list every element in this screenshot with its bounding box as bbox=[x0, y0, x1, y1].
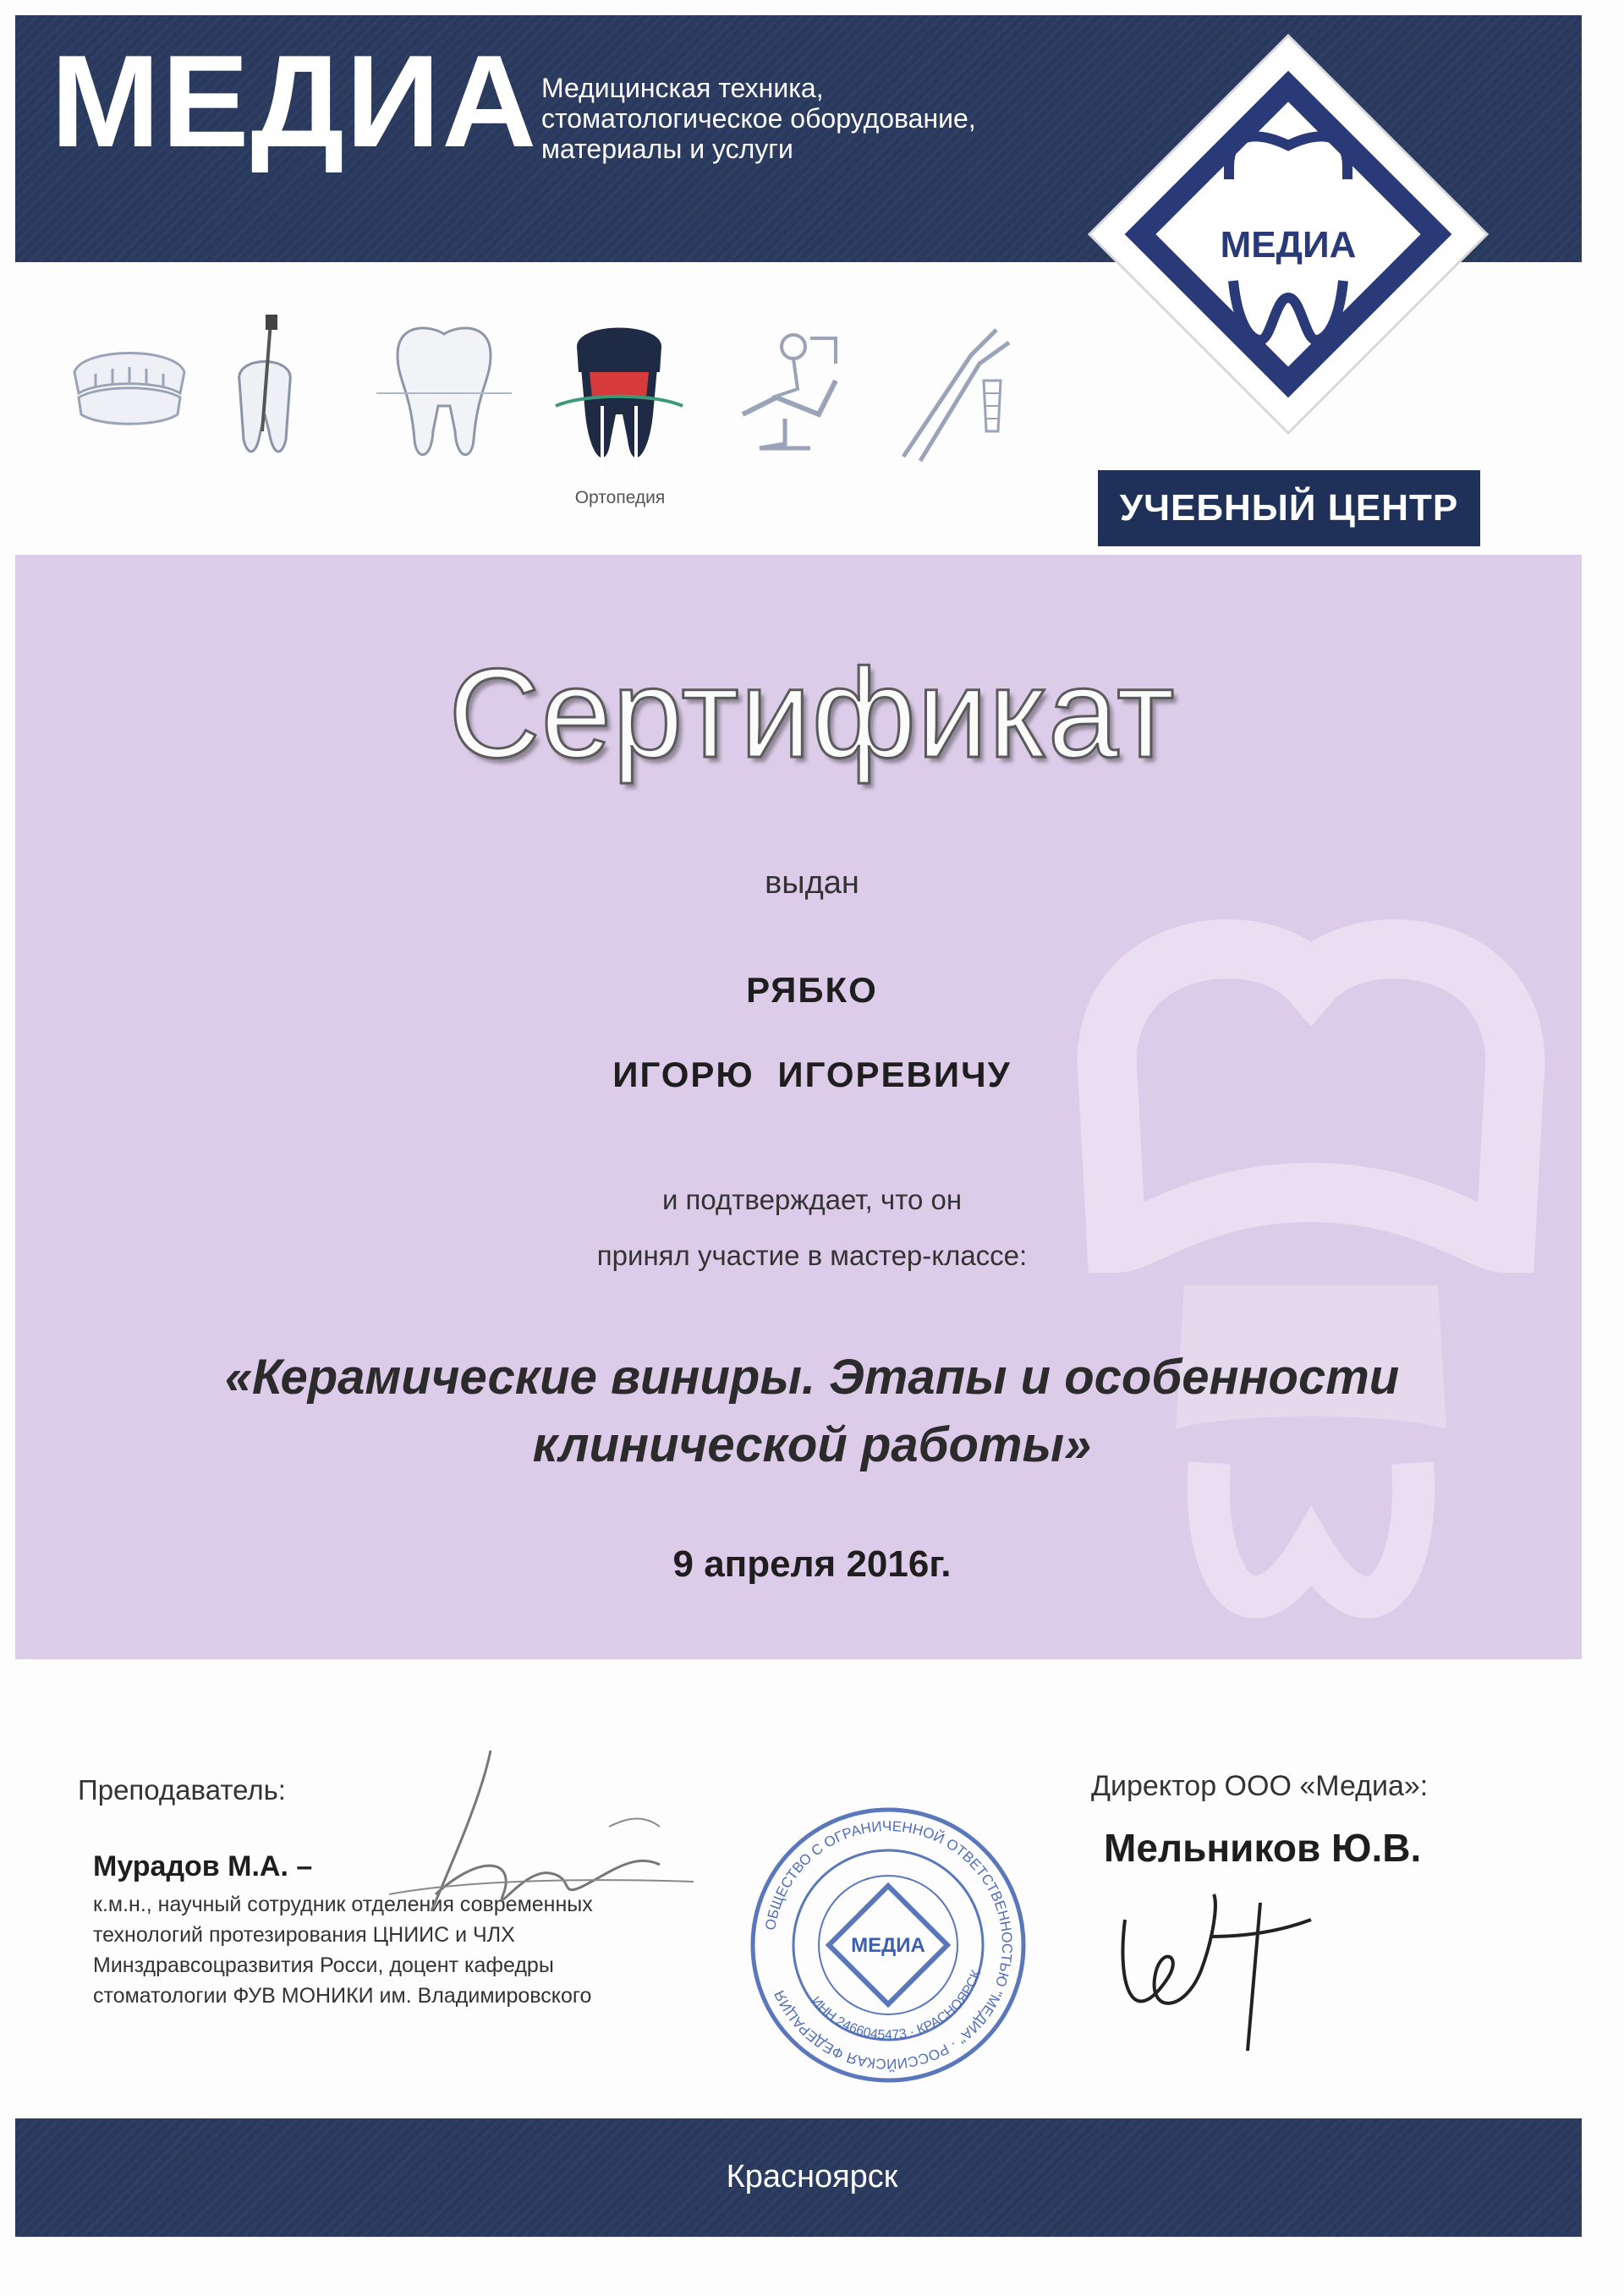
instructor-credentials: технологий протезирования ЦНИИС и ЧЛХ bbox=[93, 1923, 515, 1947]
root-canal-file-icon bbox=[218, 313, 311, 465]
tooth-icon bbox=[372, 313, 516, 465]
specialty-label-orthopedics: Ортопедия bbox=[574, 488, 666, 507]
crown-tooth-icon bbox=[551, 313, 687, 482]
confirmation-text: и подтверждает, что он bbox=[661, 1184, 963, 1215]
instructor-heading: Преподаватель: bbox=[78, 1774, 286, 1806]
recipient-surname: РЯБКО bbox=[746, 970, 878, 1010]
instructor-name: Мурадов М.А. – bbox=[93, 1850, 313, 1882]
director-signature bbox=[1108, 1886, 1345, 2055]
training-center-badge: УЧЕБНЫЙ ЦЕНТР bbox=[1098, 470, 1480, 546]
instructor-credentials: стоматологии ФУВ МОНИКИ им. Владимировского bbox=[93, 1984, 592, 2008]
director-heading: Директор ООО «Медиа»: bbox=[1091, 1770, 1429, 1802]
course-title: «Керамические виниры. Этапы и особенности bbox=[224, 1350, 1400, 1405]
director-name: Мельников Ю.В. bbox=[1104, 1826, 1422, 1870]
dentures-icon bbox=[66, 313, 193, 440]
instructor-signature bbox=[355, 1725, 710, 1937]
forceps-implant-icon bbox=[895, 313, 1022, 465]
confirmation-text: принял участие в мастер-классе: bbox=[596, 1240, 1028, 1271]
issued-label: выдан bbox=[765, 865, 859, 901]
brand-title: МЕДИА bbox=[51, 28, 539, 174]
svg-text:МЕДИА: МЕДИА bbox=[851, 1934, 925, 1957]
dental-chair-icon bbox=[726, 313, 853, 457]
event-date: 9 апреля 2016г. bbox=[672, 1543, 952, 1585]
recipient-given-names: ИГОРЮ ИГОРЕВИЧУ bbox=[612, 1055, 1012, 1094]
course-title: клинической работы» bbox=[532, 1417, 1092, 1472]
tagline-line: Медицинская техника, bbox=[541, 73, 824, 103]
certificate-title: Сертификат bbox=[448, 642, 1176, 784]
footer-city: Красноярск bbox=[726, 2159, 898, 2195]
company-seal bbox=[744, 1801, 1032, 2089]
svg-text:ОБЩЕСТВО С ОГРАНИЧЕННОЙ ОТВЕТС: ОБЩЕСТВО С ОГРАНИЧЕННОЙ ОТВЕТСТВЕННОСТЬЮ "МЕДИА" · РОССИЙСКАЯ ФЕДЕРАЦИЯ bbox=[762, 1817, 1016, 2073]
tagline-line: материалы и услуги bbox=[541, 134, 793, 164]
instructor-credentials: к.м.н., научный сотрудник отделения современных bbox=[93, 1893, 593, 1916]
instructor-credentials: Минздравсоцразвития Росси, доцент кафедры bbox=[93, 1954, 554, 1977]
svg-text:ИНН 2466045473 · КРАСНОЯРСК: ИНН 2466045473 · КРАСНОЯРСК bbox=[808, 1968, 985, 2043]
tagline-line: стоматологическое оборудование, bbox=[541, 103, 976, 134]
logo-text: МЕДИА bbox=[1220, 224, 1357, 266]
